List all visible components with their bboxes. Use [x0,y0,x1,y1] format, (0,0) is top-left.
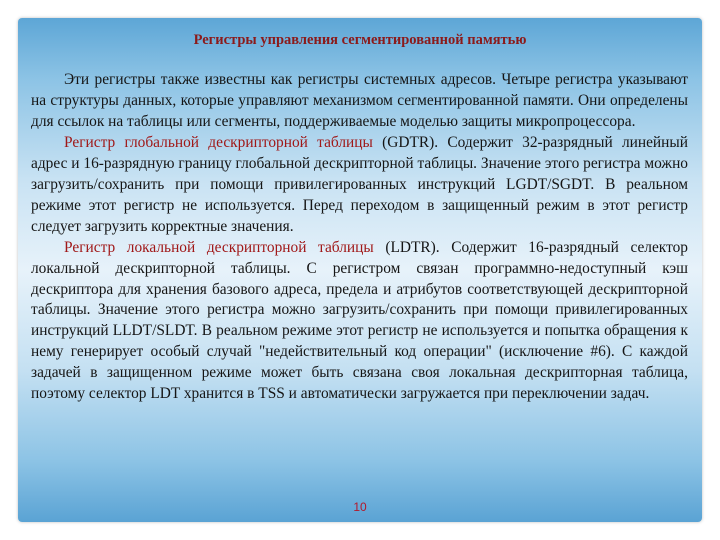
ldtr-description: (LDTR). Содержит 16-разрядный селектор локальной дескрипторной таблицы. С регистром связан программно-недоступный кэш дескриптора для хранения базового адреса, предела и атрибутов соответствующей дескрипторной таблицы. Значение этого регистра можно загрузить/сохранить при помощи привилегированных инструкций LLDT/SLDT. В реальном режиме этот регистр не используется и попытка обращения к нему генерирует особый случай "недействительный код операции" (исключение #6). С каждой задачей в защищенном режиме может быть связана своя локальная дескрипторная таблица, поэтому селектор LDT хранится в TSS и автоматически загружается при переключении задач. [31,238,688,403]
paragraph-intro: Эти регистры также известны как регистры системных адресов. Четыре регистра указывают на структуры данных, которые управляют механизмом сегментированной памяти. Они определены для ссылок на таблицы или сегменты, поддерживаемые моделью защиты микропроцессора. [31,71,688,130]
gdtr-description: (GDTR). Содержит 32-разрядный линейный адрес и 16-разрядную границу глобальной дескрипторной таблицы. Значение этого регистра можно загрузить/сохранить при помощи привилегированных инструкций LGDT/SGDT. В реальном режиме этот регистр не используется. Перед переходом в защищенный режим в этот регистр следует загрузить корректные значения. [31,133,688,235]
slide-body [31,70,688,405]
paragraph-ldtr [31,238,688,406]
gdtr-term: Регистр глобальной дескрипторной таблицы [64,133,373,151]
page-number: 10 [353,500,367,514]
ldtr-term: Регистр локальной дескрипторной таблицы [64,238,374,256]
paragraph-gdtr [31,133,688,238]
slide-title: Регистры управления сегментированной памятью [193,32,527,48]
